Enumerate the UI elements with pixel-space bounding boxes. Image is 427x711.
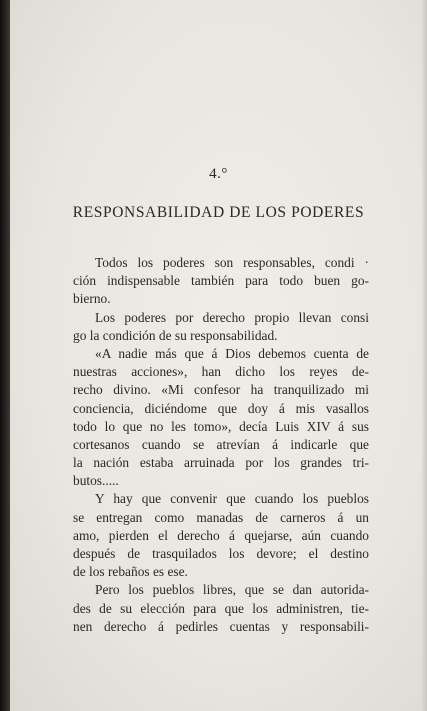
book-page [10, 0, 427, 711]
text-line: nen derecho á pedirles cuentas y responsabili- [73, 618, 369, 634]
text-line: «A nadie más que á Dios debemos cuenta de [95, 345, 369, 361]
text-line: amo, pierden el derecho á quejarse, aún cuando [73, 527, 369, 543]
chapter-title: RESPONSABILIDAD DE LOS PODERES [72, 204, 365, 221]
page-content [10, 0, 427, 711]
text-line: Los poderes por derecho propio llevan consi [95, 309, 369, 325]
text-line: después de trasquilados los devore; el destino [73, 546, 369, 561]
body-text [73, 254, 369, 636]
text-line: cortesanos cuando se atrevían á indicarle que [73, 436, 369, 452]
text-line: butos..... [73, 473, 119, 489]
text-line: de los rebaños es ese. [73, 564, 188, 580]
text-line: des de su elección para que los administren, tie- [73, 600, 369, 616]
text-line: Y hay que convenir que cuando los pueblos [95, 491, 369, 507]
text-line: nuestras acciones», han dicho los reyes de- [73, 364, 369, 380]
page-edge [421, 0, 427, 711]
text-line: se entregan como manadas de carneros á un [73, 509, 369, 525]
text-line: Pero los pueblos libres, que se dan autorida- [95, 582, 369, 598]
text-line: recho divino. «Mi confesor ha tranquilizado mi [73, 382, 369, 398]
page-number: 4.° [209, 166, 228, 182]
text-line: go la condición de su responsabilidad. [73, 327, 278, 343]
text-line: la nación estaba arruinada por los grandes tri- [73, 455, 369, 471]
text-line: conciencia, diciéndome que doy á mis vasallos [73, 400, 369, 416]
text-line: todo lo que no les tomo», decía Luis XIV á sus [73, 418, 369, 434]
text-line: bierno. [73, 291, 111, 307]
text-line: Todos los poderes son responsables, condi · [95, 255, 369, 270]
text-line: ción indispensable también para todo buen go- [73, 273, 369, 289]
